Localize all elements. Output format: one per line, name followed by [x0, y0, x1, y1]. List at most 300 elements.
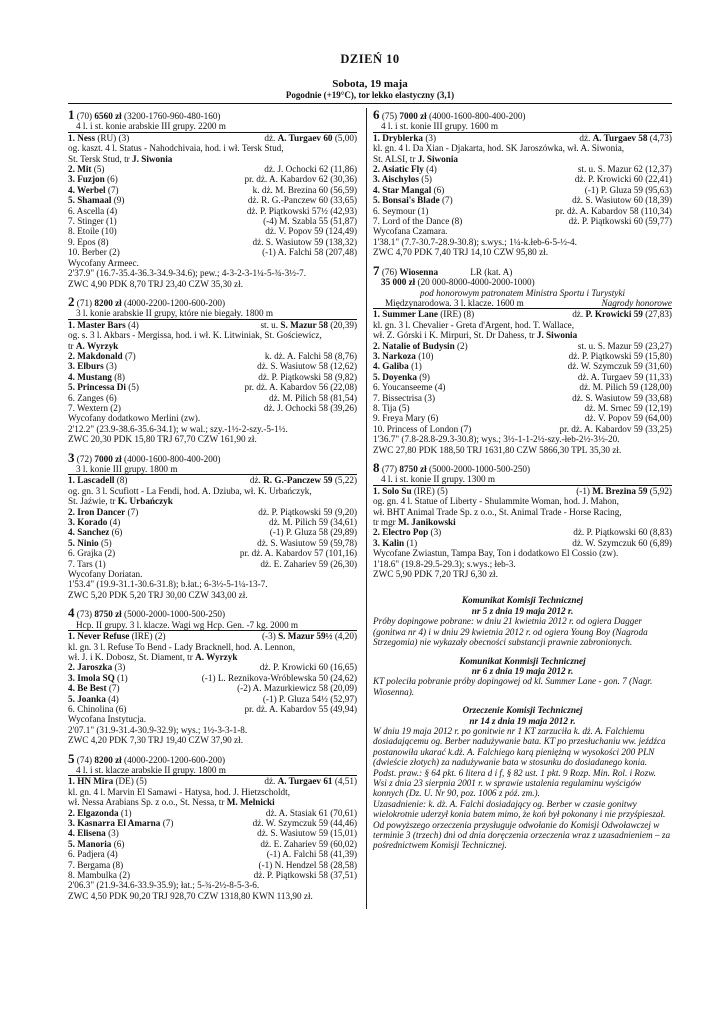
pedigree-row: [373, 496, 672, 506]
race-note: ZWC 5,90 PDK 7,20 TRJ 6,30 zł.: [373, 569, 498, 580]
jockey: dż. J. Ochocki 62 (11,86): [264, 164, 358, 175]
race-note: Wycofany dodatkowo Merlini (zw).: [68, 413, 201, 424]
winner-row: [373, 133, 672, 143]
race-3: [68, 449, 358, 601]
communication-paragraph: Próby dopingowe pobrane: w dniu 21 kwietnia 2012 r. od ogiera Dagger (gonitwa nr 4) i w dniu 29 kwietnia 2012 r. od ogiera Young Boy (Nagroda Strzegomia) nie wykazały obecności substancji prawnie zabronionych.: [373, 616, 648, 648]
jockey: pr. dż. A. Kabardov 57 (101,16): [239, 548, 358, 559]
runner-row: [68, 226, 357, 236]
jockey: st. u. S. Mazur 58 (20,39): [260, 319, 358, 330]
horse: 7. Lord of the Dance (8): [373, 216, 463, 227]
prize-breakdown: (4000-2200-1200-600-200): [124, 297, 226, 308]
horse: wł. J. i K. Dobosz, St. Diament, tr A. Wyrzyk: [68, 651, 238, 662]
horse: 4. Be Best (7): [68, 683, 120, 694]
jockey: dż. V. Popov 59 (64,00): [584, 413, 672, 424]
jockey: pr. dż. A. Kabardov 59 (33,25): [559, 423, 672, 434]
horse: 9. Epos (8): [68, 236, 109, 247]
jockey: pr. dż. A. Kabardov 56 (22,08): [244, 382, 358, 393]
horse-name: 2. Natalie of Budysin: [373, 340, 455, 351]
trainer-name: M. Janikowski: [398, 517, 456, 528]
race-prize: 6560 zł: [94, 111, 122, 121]
race-title: [68, 750, 357, 766]
horse-name: 2. Makdonald: [68, 350, 123, 361]
horse: 5. Ninio (5): [68, 537, 112, 548]
race-code: (77): [381, 464, 398, 474]
jockey: dż. M. Pilich 59 (128,00): [579, 382, 672, 393]
jockey: dż. S. Wasiutow 60 (18,39): [572, 195, 672, 206]
horse: kl. gn. 3 l. Chevalier - Greta d'Argent, hod. T. Wallace,: [373, 319, 575, 330]
communication-text: [373, 726, 672, 851]
winning-jockey: A. Turgaev 60: [277, 132, 333, 143]
race-2: [68, 293, 358, 445]
jockey: dż. M. Pilich 59 (34,61): [268, 517, 358, 528]
pedigree-row: [68, 797, 357, 807]
race-conditions: 3 l. konie arabskie II grupy, które nie biegały. 1800 m: [68, 308, 357, 319]
pedigree-row: [373, 330, 672, 340]
pedigree-row: [373, 517, 672, 527]
communication-paragraph: Podst. praw.: § 64 pkt. 6 litera d i f, § 82 ust. 1 pkt. 9 Rozp. Min. Rol. i Rozw. Wsi z dnia 23 sierpnia 2001 r. w sprawie ustalenia regulaminu wyścigów konnych (Dz. U. Nr 90, poz. 1006 z póź. zm.).: [373, 767, 656, 799]
horse: 1. Lascadell (8): [68, 475, 128, 486]
runner-row: [68, 683, 357, 693]
race-conditions-text: Międzynarodowa. 3 l. klacze. 1600 m: [385, 297, 524, 308]
horse-name: 1. Master Bars: [68, 319, 126, 330]
jockey: dż. S. Wasiutow 59 (15,01): [257, 828, 358, 839]
pedigree-row: [373, 507, 672, 517]
race-prize: 7000 zł: [94, 453, 122, 464]
horse: 3. Narkoza (10): [373, 350, 434, 361]
horse: kl. gn. 4 l. Marvin El Samawi - Hatysa, hod. J. Hietzscholdt,: [68, 786, 290, 797]
horse-name: 4. Elisena: [68, 828, 106, 839]
runner-row: [373, 413, 672, 423]
jockey: dż. W. Szymczuk 60 (6,89): [572, 537, 672, 548]
pedigree-row: [68, 143, 357, 153]
horse: 6. Zanges (6): [68, 392, 117, 403]
horse-name: 5. Ninio: [68, 537, 99, 548]
horse: 5. Bonsai's Blade (7): [373, 195, 453, 206]
horse: 6. Grajka (2): [68, 548, 116, 559]
runner-row: [68, 247, 357, 257]
horse-name: 1. Dryblerka: [373, 132, 424, 143]
prize-breakdown: (4000-1600-800-400-200): [429, 111, 526, 121]
race-note: 1'36.7" (7.8-28.8-29.3-30.8); wys.; 3½-1-1-2½-szy.-łeb-2½-3½-20.: [373, 434, 620, 445]
jockey: (-1) N. Hendzel 58 (28,58): [258, 859, 358, 870]
horse: 4. Galiba (1): [373, 361, 422, 372]
communication-paragraph: W dniu 19 maja 2012 r. po gonitwie nr 1 KT zarzuciła k. dż. A. Falchiemu dosiadającemu og. Berber nadużywanie bata. KT po przesłuchaniu ww. jeźdźca postanowiła ukarać k.dż. A. Falchiego karą pieniężną w wysokości 200 PLN (dwieście złotych) za nadużywanie bata w stosunku do dosiadanego konia.: [373, 725, 666, 768]
jockey: (-1) P. Gluza 59 (95,63): [584, 184, 672, 195]
pedigree-row: [373, 320, 672, 330]
horse-name: 3. Aischylos: [373, 174, 419, 185]
race-code: (75): [381, 111, 398, 121]
pedigree-row: [68, 341, 357, 351]
horse: 3. Elburs (3): [68, 361, 117, 372]
jockey: dż. P. Piątkowski 60 (8,83): [573, 527, 672, 538]
race-code: (72): [76, 453, 93, 464]
horse-name: 2. Jaroszka: [68, 662, 113, 673]
runner-row: [68, 808, 357, 818]
runner-row: [373, 527, 672, 537]
race-note: ZWC 4,20 PDK 7,30 TRJ 19,40 CZW 37,90 zł.: [68, 735, 243, 746]
runner-row: [68, 860, 357, 870]
horse: 2. Natalie of Budysin (2): [373, 340, 468, 351]
horse: 3. Kasnarra El Amarna (7): [68, 818, 174, 828]
race-conditions: 4 l. i st. konie II grupy. 1300 m: [373, 474, 672, 485]
horse-name: 5. Joanka: [68, 693, 106, 704]
jockey: (-4) M. Szabla 55 (51,87): [263, 216, 358, 227]
horse: St. Tersk Stud, tr J. Siwonia: [68, 153, 173, 164]
jockey: (-1) P. Gluza 58 (29,89): [269, 527, 358, 538]
horse-name: 4. Be Best: [68, 683, 107, 694]
race-title: [68, 449, 357, 465]
horse-name: 1. Lascadell: [68, 475, 115, 486]
runner-row: [373, 403, 672, 413]
results-columns: [68, 107, 672, 909]
race-note: 2'07.1" (31.9-31.4-30.9-32.9); wys.; 1½-3-3-1-8.: [68, 724, 248, 735]
horse: 6. Youcanseeme (4): [373, 382, 446, 393]
horse: 7. Wextern (2): [68, 402, 121, 413]
horse: 8. Tija (5): [373, 402, 410, 413]
horse: 5. Manoria (6): [68, 838, 125, 849]
right-column: [373, 107, 672, 909]
jockey: dż. R. G.-Panczew 60 (33,65): [247, 195, 358, 206]
horse-name: 4. Werbel: [68, 184, 106, 195]
horse: 1. Solo Su (IRE) (5): [373, 485, 448, 496]
horse: tr A. Wyrzyk: [68, 340, 119, 351]
communication-number: nr 5 z dnia 19 maja 2012 r.: [471, 605, 574, 616]
runner-row: [68, 559, 357, 569]
horse: 6. Seymour (1): [373, 205, 429, 216]
race-conditions: 4 l. i st. konie arabskie III grupy. 2200 m: [68, 121, 357, 132]
horse: 6. Ascella (4): [68, 205, 118, 216]
communication-paragraph: Od powyższego orzeczenia przysługuje odwołanie do Komisji Odwoławczej w terminie 3 (trzech) dni od dnia doręczenia orzeczenia wraz z uzasadnieniem – za pośrednictwem Komisji Technicznej.: [373, 819, 671, 851]
jockey: (-2) A. Mazurkiewicz 58 (20,09): [237, 683, 358, 694]
jockey: (-1) A. Falchi 58 (207,48): [262, 247, 358, 258]
horse-name: 1. HN Mira: [68, 776, 114, 787]
runner-row: [68, 704, 357, 714]
horse-name: 3. Elburs: [68, 361, 104, 372]
horse-name: 3. Kalin: [373, 537, 405, 548]
horse: 10. Princess of London (7): [373, 423, 472, 434]
jockey: dż. A. Stasiak 61 (70,61): [265, 807, 358, 818]
horse: 2. Makdonald (7): [68, 350, 136, 361]
runner-row: [68, 527, 357, 537]
jockey: dż. W. Szymczuk 59 (31,60): [567, 361, 672, 372]
horse-name: 4. Mustang: [68, 371, 112, 382]
race-category: LR (kat. A): [470, 266, 513, 277]
communication-title: Komunikat Konmisji Technicznej: [459, 655, 586, 666]
horse: 5. Doyenka (9): [373, 371, 430, 382]
jockey: st. u. S. Mazur 62 (12,37): [577, 164, 672, 175]
horse: St. ALSI, tr J. Siwonia: [373, 153, 459, 164]
jockey: dż. A. Turgaev 58 (4,73): [579, 132, 672, 143]
jockey: pr. dż. A. Kabardov 62 (30,36): [244, 174, 358, 185]
winner-row: [68, 776, 357, 786]
horse: og. gn. 4 l. Statue of Liberty - Shulammite Woman, hod. J. Mahon,: [373, 496, 619, 507]
jockey: pr. dż. A. Kabardov 58 (110,34): [555, 205, 672, 216]
jockey: st. u. S. Mazur 59 (23,27): [577, 340, 672, 351]
communication-number: nr 6 z dnia 19 maja 2012 r.: [471, 665, 574, 676]
runner-row: [68, 185, 357, 195]
winner-row: [68, 320, 357, 330]
race-conditions: [373, 298, 672, 309]
horse: 4. Mustang (8): [68, 371, 125, 382]
horse: 3. Kalin (1): [373, 537, 418, 548]
race-number: 8: [373, 460, 380, 475]
horse: wł. Nessa Arabians Sp. z o.o., St. Nessa, tr M. Melnicki: [68, 797, 275, 808]
horse: 1. Summer Lane (IRE) (8): [373, 309, 475, 320]
runner-row: [68, 164, 357, 174]
horse: 1. Never Refuse (IRE) (2): [68, 631, 166, 642]
horse-name: 2. Asiatic Fly: [373, 164, 424, 175]
communication-2: [373, 656, 672, 698]
communication-3: [373, 705, 672, 851]
horse: 1. HN Mira (DE) (5): [68, 776, 147, 787]
race-note: 2'37.9" (16.7-35.4-36.3-34.9-34.6); pew.; 4-3-2-3-1¼-5-¾-3½-7.: [68, 268, 307, 279]
prize-breakdown: (5000-2000-1000-500-250): [429, 464, 531, 474]
left-column: [68, 107, 358, 909]
runner-row: [68, 174, 357, 184]
pedigree-row: [68, 642, 357, 652]
jockey: dż. W. Szymczuk 59 (44,46): [252, 818, 358, 828]
horse: 4. Star Mangal (6): [373, 184, 445, 195]
race-note: Wycofane Zwiastun, Tampa Bay, Ton i dodatkowo El Cossio (zw).: [373, 548, 619, 559]
runner-row: [373, 393, 672, 403]
horse: kl. gn. 3 l. Refuse To Bend - Lady Bracknell, hod. A. Lennon,: [68, 641, 296, 652]
jockey: dż. A. Turgaev 59 (11,33): [577, 371, 672, 382]
runner-row: [68, 548, 357, 558]
communication-1: [373, 595, 672, 647]
trainer-name: A. Wyrzyk: [195, 651, 238, 662]
communication-text: [373, 616, 672, 647]
horse: 1. Dryblerka (3): [373, 132, 437, 143]
runner-row: [68, 673, 357, 683]
runner-row: [373, 185, 672, 195]
jockey: (-3) S. Mazur 59½ (4,20): [261, 631, 358, 642]
runner-row: [68, 517, 357, 527]
right-races: [373, 107, 672, 580]
horse-name: 3. Kasnarra El Amarna: [68, 818, 161, 828]
horse-name: 1. Solo Su: [373, 485, 412, 496]
race-number: 6: [373, 107, 380, 122]
race-code: (74): [76, 754, 93, 765]
race-note: 1'38.1" (7.7-30.7-28.9-30.8); s.wys.; 1¼-k.łeb-6-5-½-4.: [373, 236, 577, 247]
horse: 4. Elisena (3): [68, 828, 119, 839]
race-conditions: 4 l. i st. klacze arabskie II grupy. 1800 m: [68, 765, 357, 776]
runner-row: [373, 216, 672, 226]
horse-name: 5. Bonsai's Blade: [373, 195, 440, 206]
horse: 7. Bergama (8): [68, 859, 124, 870]
jockey: k. dż. M. Brezina 60 (56,59): [252, 184, 358, 195]
race-note: ZWC 20,30 PDK 15,80 TRJ 67,70 CZW 161,90 zł.: [68, 434, 257, 445]
runner-row: [68, 393, 357, 403]
winner-row: [373, 486, 672, 496]
pedigree-row: [68, 486, 357, 496]
race-note: ZWC 4,50 PDK 90,20 TRJ 928,70 CZW 1318,80 KWN 113,90 zł.: [68, 890, 313, 901]
communication-text: [373, 676, 672, 697]
horse-name: 4. Galiba: [373, 361, 409, 372]
prize-breakdown: (3200-1760-960-480-160): [124, 111, 221, 121]
race-note: ZWC 27,80 PDK 188,50 TRJ 1631,80 CZW 5866,30 TPL 35,30 zł.: [373, 444, 622, 455]
horse: 2. Jaroszka (3): [68, 662, 126, 673]
horse: 7. Stinger (1): [68, 216, 117, 227]
horse-name: 4. Sanchez: [68, 527, 110, 538]
race-title: [68, 107, 357, 122]
race-number: 5: [68, 750, 75, 766]
horse-name: 3. Narkoza: [373, 350, 416, 361]
jockey: dż. M. Pilich 58 (81,54): [268, 392, 358, 403]
race-date: Sobota, 19 maja: [332, 78, 408, 90]
jockey: dż. J. Ochocki 58 (39,26): [263, 402, 358, 413]
runner-row: [373, 164, 672, 174]
communication-number: nr 14 z dnia 19 maja 2012 r.: [469, 715, 576, 726]
prize-breakdown: (4000-2200-1200-600-200): [124, 754, 226, 765]
horse: 7. Bissectrisa (3): [373, 392, 436, 403]
runner-row: [373, 351, 672, 361]
race-note: Wycofany Armeec.: [68, 257, 139, 268]
horse: 3. Fuzjon (6): [68, 174, 118, 185]
horse: kl. gn. 4 l. Da Xian - Djakarta, hod. SK Jaroszówka, wł. A. Siwonia,: [373, 143, 625, 154]
runner-row: [68, 361, 357, 371]
jockey: dż. M. Srnec 59 (12,19): [584, 402, 672, 413]
race-4: [68, 605, 358, 746]
horse: 5. Shamaal (9): [68, 195, 125, 206]
runner-row: [68, 372, 357, 382]
jockey: (-1) P. Gluza 54½ (52,97): [262, 693, 358, 704]
horse: 5. Princessa Di (5): [68, 382, 139, 393]
communication-paragraph: Uzasadnienie: k. dż. A. Falchi dosiadający og. Berber w czasie gonitwy wielokrotnie uderzył konia batem mimo, że koń był pokonany i nie przyśpieszał.: [373, 798, 666, 820]
horse: 2. Mit (5): [68, 164, 105, 175]
horse: 2. Asiatic Fly (4): [373, 164, 437, 175]
race-5: [68, 750, 358, 902]
runner-row: [68, 382, 357, 392]
jockey: dż. A. Turgaev 60 (5,00): [264, 132, 358, 143]
race-note: ZWC 4,70 PDK 7,40 TRJ 14,10 CZW 95,80 zł.: [373, 247, 549, 258]
runner-row: [68, 849, 357, 859]
winning-jockey: A. Turgaev 58: [592, 132, 648, 143]
jockey: dż. P. Krowicki 60 (22,41): [574, 174, 672, 185]
race-title: [373, 460, 672, 475]
race-number: 2: [68, 293, 75, 309]
race-number: 3: [68, 449, 75, 465]
race-prize: 8200 zł: [94, 297, 122, 308]
horse: 7. Tars (1): [68, 558, 106, 569]
horse: 4. Werbel (7): [68, 184, 119, 195]
race-note: 2'06.3" (21.9-34.6-33.9-35.9); łat.; 5-¾-2½-8-5-3-6.: [68, 880, 260, 891]
jockey: dż. E. Zahariev 59 (60,02): [260, 838, 358, 849]
jockey: k. dż. A. Falchi 58 (8,76): [264, 350, 358, 361]
runner-row: [373, 174, 672, 184]
horse: og. s. 3 l. Akbars - Mergissa, hod. i wł. K. Litwiniak, St. Gościewicz,: [68, 330, 322, 341]
horse: 6. Padjera (4): [68, 849, 118, 860]
runner-row: [68, 351, 357, 361]
race-8: [373, 460, 672, 580]
horse: 5. Joanka (4): [68, 693, 119, 704]
horse-name: 4. Star Mangal: [373, 184, 432, 195]
race-note: Wycofany Doriatan.: [68, 569, 143, 580]
race-note: Wycofana Instytucja.: [68, 714, 147, 725]
race-note: ZWC 4,90 PDK 8,70 TRJ 23,40 CZW 35,30 zł.: [68, 278, 243, 289]
jockey: (-1) M. Brezina 59 (5,92): [576, 485, 672, 496]
race-note: ZWC 5,20 PDK 5,20 TRJ 30,00 CZW 343,00 zł.: [68, 589, 248, 600]
winning-jockey: S. Mazur 58: [280, 319, 328, 330]
horse: og. kaszt. 4 l. Status - Nahodchivaia, hod. i wł. Tersk Stud,: [68, 143, 284, 154]
horse-name: 5. Doyenka: [373, 371, 417, 382]
race-conditions: 3 l. konie III grupy. 1800 m: [68, 464, 357, 475]
horse: 1. Master Bars (4): [68, 319, 139, 330]
horse-name: 1. Never Refuse: [68, 631, 130, 642]
jockey: dż. P. Piątkowski 58 (37,51): [253, 870, 358, 881]
horse: 4. Sanchez (6): [68, 527, 123, 538]
prize-breakdown: (4000-1600-800-400-200): [124, 453, 221, 464]
winner-row: [68, 475, 357, 485]
horse-name: 2. Mit: [68, 164, 92, 175]
winning-jockey: S. Mazur 59½: [278, 631, 333, 642]
race-conditions: 4 l. i st. konie III grupy. 1600 m: [373, 121, 672, 132]
prize-breakdown: (5000-2000-1000-500-250): [124, 609, 226, 620]
horse: 8. Etoile (10): [68, 226, 117, 237]
race-6: [373, 107, 672, 258]
horse-name: 2. Elgazonda: [68, 807, 119, 818]
race-7: [373, 262, 672, 455]
jockey: dż. P. Krowicki 59 (27,83): [572, 309, 672, 320]
jockey: dż. E. Zahariev 59 (26,30): [260, 558, 358, 569]
runner-row: [68, 206, 357, 216]
jockey: dż. S. Wasiutow 59 (138,32): [252, 236, 358, 247]
jockey: dż. P. Piątkowski 60 (59,77): [568, 216, 672, 227]
jockey: pr. dż. A. Kabardov 55 (49,94): [244, 703, 358, 714]
horse: wł. BHT Animal Trade Sp. z o.o., St. Animal Trade - Horse Racing,: [373, 506, 622, 517]
jockey: dż. P. Piątkowski 59 (15,80): [568, 350, 672, 361]
runner-row: [68, 538, 357, 548]
runner-row: [68, 818, 357, 828]
winning-jockey: M. Brezina 59: [592, 485, 648, 496]
winner-row: [68, 631, 357, 641]
runner-row: [68, 195, 357, 205]
trainer-name: A. Wyrzyk: [75, 340, 119, 351]
pedigree-row: [68, 330, 357, 340]
jockey: dż. P. Piątkowski 58 (9,82): [258, 371, 358, 382]
runner-row: [68, 403, 357, 413]
communication-title: Komunikat Komisji Technicznej: [461, 595, 584, 606]
horse: 2. Elgazonda (1): [68, 807, 132, 818]
winning-jockey: A. Turgaev 61: [277, 776, 333, 787]
race-prize: 7000 zł: [399, 111, 427, 121]
runner-row: [68, 662, 357, 672]
page-header: [68, 52, 672, 104]
race-number: 4: [68, 605, 75, 621]
horse: 10. Berber (2): [68, 247, 120, 258]
race-note: Wycofana Czamara.: [373, 226, 448, 237]
runner-row: [68, 237, 357, 247]
race-code: (71): [76, 297, 93, 308]
horse: 3. Aischylos (5): [373, 174, 432, 185]
race-code: (76): [381, 266, 398, 277]
horse-name: 3. Korado: [68, 517, 108, 528]
runner-row: [373, 424, 672, 434]
race-number: 7: [373, 262, 380, 278]
horse-name: 5. Manoria: [68, 838, 112, 849]
winning-jockey: R. G.-Panczew 59: [263, 475, 333, 486]
horse: 8. Mambulka (2): [68, 870, 131, 881]
race-code: (73): [76, 609, 93, 620]
race-1: [68, 107, 358, 289]
horse-name: 2. Electro Pop: [373, 527, 429, 538]
horse-name: 1. Ness: [68, 132, 96, 143]
race-title: [373, 107, 672, 122]
winning-jockey: P. Krowicki 59: [585, 309, 643, 320]
day-title: DZIEŃ 10: [340, 52, 400, 66]
communication-title: Orzeczenie Komisji Technicznej: [462, 705, 583, 716]
pedigree-row: [68, 787, 357, 797]
winner-row: [373, 309, 672, 319]
